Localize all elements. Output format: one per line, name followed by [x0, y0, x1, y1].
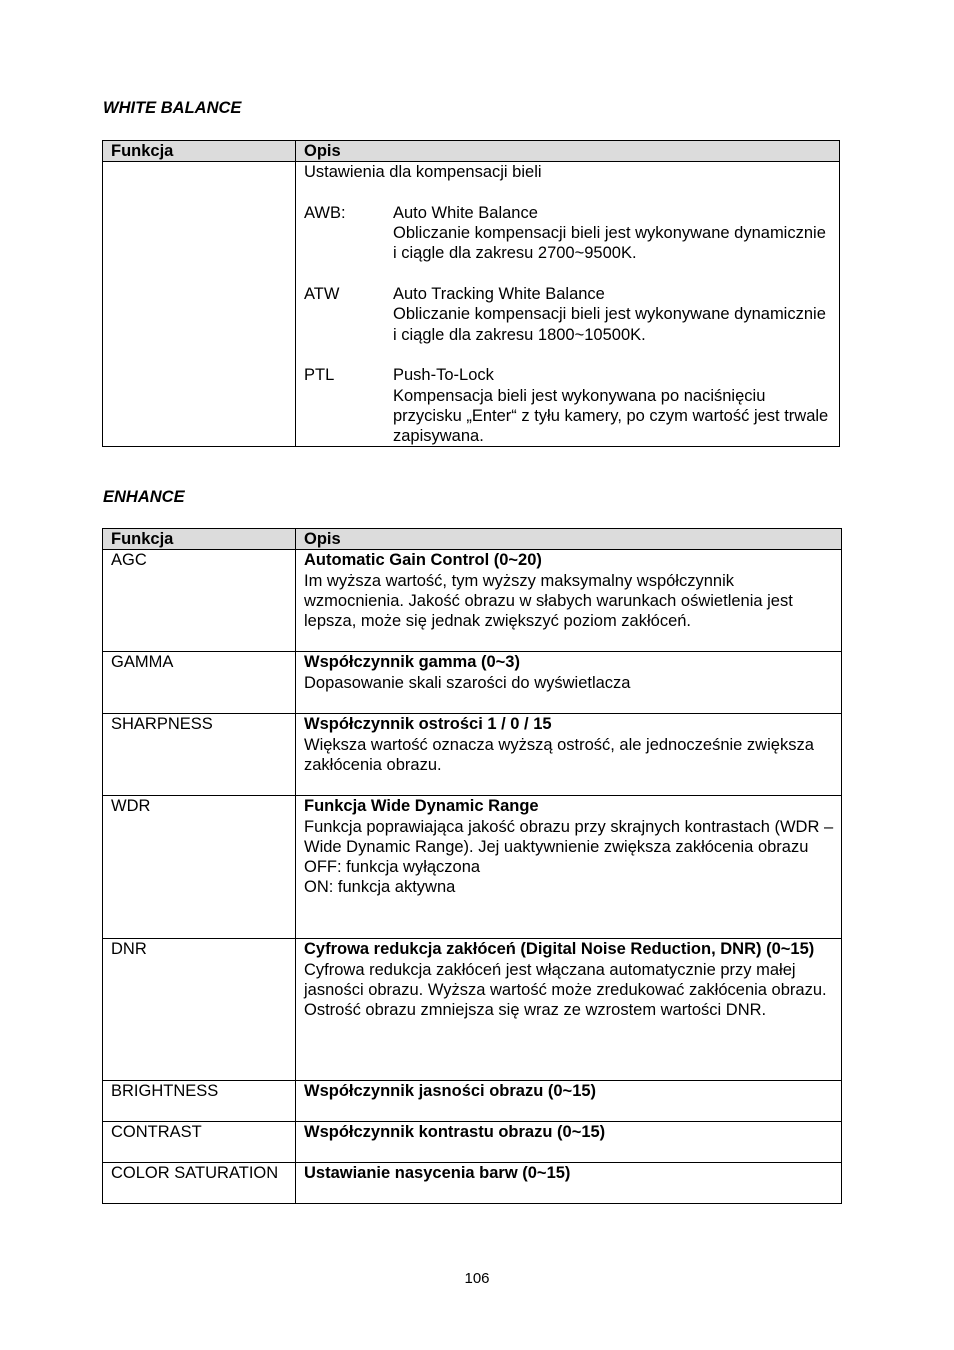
- function-cell: AGC: [103, 550, 296, 652]
- description-heading: Współczynnik ostrości 1 / 0 / 15: [304, 715, 552, 734]
- enhance-row-color-saturation: [103, 1163, 842, 1204]
- description-cell: [296, 1081, 842, 1122]
- description-cell: [296, 1163, 842, 1204]
- enhance-table: [102, 528, 842, 1204]
- wb-item-code: ATW: [304, 285, 340, 304]
- page-number: 106: [464, 1270, 490, 1287]
- wb-item-code: AWB:: [304, 203, 346, 222]
- enhance-row-contrast: [103, 1122, 842, 1163]
- description-line: Dopasowanie skali szarości do wyświetlacza: [304, 673, 631, 692]
- function-cell: SHARPNESS: [103, 714, 296, 796]
- white-balance-table: [102, 140, 840, 447]
- header-function: Funkcja: [103, 529, 296, 550]
- wb-item-awb: [304, 203, 831, 264]
- wb-item-name: Auto White Balance: [393, 203, 538, 222]
- enhance-row-wdr: [103, 796, 842, 939]
- white-balance-header-row: [103, 141, 840, 162]
- description-line: ON: funkcja aktywna: [304, 878, 456, 897]
- description-line: Cyfrowa redukcja zakłóceń jest włączana automatycznie przy małej jasności obrazu. Wyższa wartość może zredukować zakłócenia obrazu. Ostrość obrazu zmniejsza się wraz ze wzrostem wartości DNR.: [304, 960, 827, 1020]
- enhance-row-dnr: [103, 939, 842, 1081]
- description-cell: [296, 162, 840, 447]
- description-heading: Współczynnik kontrastu obrazu (0~15): [304, 1123, 606, 1142]
- description-cell: [296, 1122, 842, 1163]
- description-heading: Cyfrowa redukcja zakłóceń (Digital Noise Reduction, DNR) (0~15): [304, 940, 815, 959]
- function-cell: [103, 162, 296, 447]
- wb-item-name: Push-To-Lock: [393, 366, 494, 385]
- wb-item-text: Obliczanie kompensacji bieli jest wykonywane dynamicznie i ciągle dla zakresu 2700~9500K.: [393, 224, 826, 263]
- wb-item-ptl: [304, 365, 831, 446]
- description-line: Im wyższa wartość, tym wyższy maksymalny współczynnik wzmocnienia. Jakość obrazu w słabych warunkach oświetlenia jest lepsza, może się jednak zwiększyć poziom zakłóceń.: [304, 571, 793, 631]
- description-heading: Współczynnik jasności obrazu (0~15): [304, 1082, 597, 1101]
- function-cell: CONTRAST: [103, 1122, 296, 1163]
- white-balance-row: [103, 162, 840, 447]
- wb-item-code: PTL: [304, 366, 335, 385]
- enhance-row-sharpness: [103, 714, 842, 796]
- white-balance-intro: Ustawienia dla kompensacji bieli: [304, 163, 542, 182]
- description-line: OFF: funkcja wyłączona: [304, 858, 481, 877]
- header-description: Opis: [296, 529, 842, 550]
- description-heading: Automatic Gain Control (0~20): [304, 551, 542, 570]
- wb-item-atw: [304, 284, 831, 345]
- enhance-row-brightness: [103, 1081, 842, 1122]
- enhance-header-row: [103, 529, 842, 550]
- description-heading: Ustawianie nasycenia barw (0~15): [304, 1164, 571, 1183]
- description-cell: [296, 652, 842, 714]
- wb-item-name: Auto Tracking White Balance: [393, 285, 605, 304]
- wb-item-text: Obliczanie kompensacji bieli jest wykonywane dynamicznie i ciągle dla zakresu 1800~10500K.: [393, 305, 826, 344]
- description-cell: [296, 796, 842, 939]
- function-cell: COLOR SATURATION: [103, 1163, 296, 1204]
- white-balance-title: WHITE BALANCE: [103, 99, 242, 117]
- description-cell: [296, 550, 842, 652]
- description-cell: [296, 714, 842, 796]
- function-cell: WDR: [103, 796, 296, 939]
- function-cell: DNR: [103, 939, 296, 1081]
- header-description: Opis: [296, 141, 840, 162]
- function-cell: GAMMA: [103, 652, 296, 714]
- header-function: Funkcja: [103, 141, 296, 162]
- function-cell: BRIGHTNESS: [103, 1081, 296, 1122]
- wb-item-text: Kompensacja bieli jest wykonywana po naciśnięciu przycisku „Enter“ z tyłu kamery, po czym wartość jest trwale zapisywana.: [393, 386, 829, 446]
- enhance-title: ENHANCE: [103, 488, 185, 506]
- description-line: Funkcja poprawiająca jakość obrazu przy skrajnych kontrastach (WDR – Wide Dynamic Range). Jej uaktywnienie zwiększa zakłócenia obrazu: [304, 817, 834, 856]
- description-heading: Funkcja Wide Dynamic Range: [304, 797, 539, 816]
- enhance-row-gamma: [103, 652, 842, 714]
- description-heading: Współczynnik gamma (0~3): [304, 653, 520, 672]
- description-cell: [296, 939, 842, 1081]
- enhance-row-agc: [103, 550, 842, 652]
- description-line: Większa wartość oznacza wyższą ostrość, ale jednocześnie zwiększa zakłócenia obrazu.: [304, 735, 814, 774]
